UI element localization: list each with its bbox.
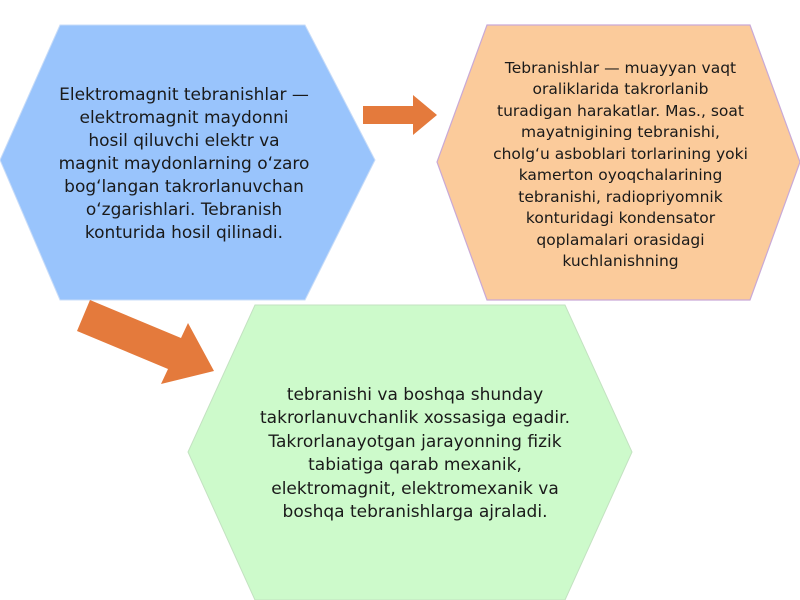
right-arrow-icon: [363, 95, 437, 135]
blue-hexagon-label: Elektromagnit tebranishlar — elektromagnit maydonni hosil qiluvchi elektr va magnit maydonlarning oʻzaro bogʻlangan takrorlanuvchan oʻzgarishlari. Tebranish konturida hosil qilinadi.: [58, 84, 310, 243]
blue-hexagon-text: [58, 56, 310, 272]
orange-hexagon-text: [493, 40, 748, 290]
orange-hexagon-label: Tebranishlar — muayyan vaqt oraliklarida takrorlanib turadigan harakatlar. Mas., soat mayatnigining tebranishi, cholgʻu asboblari torlarining yoki kamerton oyoqchalarining tebranishi, radiopriyomnik konturidagi kondensator qoplamalari orasidagi kuchlanishning: [493, 58, 748, 270]
diagonal-arrow-icon: [77, 300, 214, 384]
green-hexagon-label: tebranishi va boshqa shunday takrorlanuvchanlik xossasiga egadir. Takrorlanayotgan jarayonning fizik tabiatiga qarab mexanik, elektromagnit, elektromexanik va boshqa tebranishlarga ajraladi.: [260, 384, 570, 522]
green-hexagon-text: [260, 356, 570, 552]
